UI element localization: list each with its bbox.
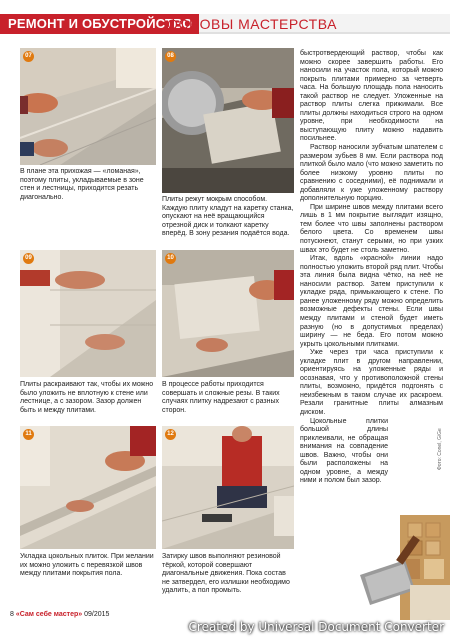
photo-12 [162,426,294,549]
article-paragraph: Итак, вдоль «красной» линии надо полностью уложить второй ряд плит. Чтобы эта линия была видна чётко, на неё не наносили раствор. Затем приступили к укладке ряда, примыкающего к стене. По ранее уложенному ряду можно определить возможные дефекты стены. Если швы между плитами и стеной будет иметь разную (но в допустимых пределах) ширину — не беда. Его потом можно укрыть цокольными плитками. [300,255,443,348]
photo-11-number: 11 [23,429,34,440]
magazine-name: «Сам себе мастер» [15,611,83,618]
article-paragraph: Раствор наносили зубчатым шпателем с размером зубьев 8 мм. Если раствора под плиткой было мало (что можно заметить по более низкому уровню плиты по сравнению с соседними), её поднимали и добавляли к уже уложенному раствору дополнительную порцию. [300,144,443,203]
converter-watermark: Created by Universal Document Converter [188,620,444,634]
article-paragraph: быстротвердеющий раствор, чтобы как можно скорее завершить работы. Его наносили на участок пола, который можно покрыть плитами примерно за четверть часа. На большую площадь пола наносить такой раствор не следует. Уложенные на раствор плиты слегка прижимали. Все плиты должны находиться строго на одном уровне, при необходимости на выступающую плиту можно надавить посильнее. [300,50,443,143]
photo-credit: Фото: Conel, GiGe [437,428,443,470]
article-column [300,50,443,486]
photo-09-number: 09 [23,253,34,264]
photo-10-image [162,250,294,377]
article-paragraph: При ширине швов между плитами всего лишь в 1 мм покрытие выглядит изящно, тем более что швы заполнены раствором белого цвета. Со временем швы потускнеют, станут серыми, но при узких швах это будет не столь заметно. [300,203,443,254]
issue-number: 09/2015 [84,611,110,618]
page-title: ОСНОВЫ МАСТЕРСТВА [167,16,337,32]
photo-08-caption: Плиты режут мокрым способом. Каждую плиту кладут на каретку станка, опускают на неё вращающийся отрезной диск и толкают каретку вперёд. В зону резания подаётся вода. [162,196,294,238]
photo-08-number: 08 [165,51,176,62]
photo-08 [162,48,294,193]
page-footer [10,611,109,618]
photo-10-number: 10 [165,253,176,264]
photo-09 [20,250,156,377]
photo-11-image [20,426,156,549]
photo-08-image [162,48,294,193]
photo-09-image [20,250,156,377]
page-header [0,0,450,42]
photo-10-caption: В процессе работы приходится совершать и сложные резы. В таких случаях плитку надрезают с разных сторон. [162,381,280,414]
photo-10 [162,250,294,377]
photo-07-caption: В плане эта прихожая — «ломаная», поэтому плиты, укладываемые в зоне стен и лестницы, приходится резать диагонально. [20,168,144,201]
photo-07 [20,48,156,165]
photo-11 [20,426,156,549]
photo-12-caption: Затирку швов выполняют резиновой тёркой, которой совершают диагональные движения. Пока состав не затвердел, его излишки необходимо удалить, а пол промыть. [162,553,290,595]
article-paragraph: Цокольные плитки большой длины приклеивали, не обращая внимания на совпадение швов. Важно, чтобы они были расположены на одном уровне, а между ними и полом был зазор. [300,417,388,485]
article-paragraph: Уже через три часа приступили к укладке плит в другом направлении, ориентируясь на уложенные ряды и осознавая, что у противоположной стены плиты, возможно, придётся подгонять с неизбежным в таком случае их раскроем. Резали гранитные плиты алмазным диском. [300,349,443,416]
trowel-tiles-image [360,515,450,620]
photo-07-image [20,48,156,165]
photo-12-image [162,426,294,549]
page-number: 8 [10,611,14,618]
photo-07-number: 07 [23,51,34,62]
photo-11-caption: Укладка цокольных плиток. При желании их можно уложить с перевязкой швов между плитами покрытия пола. [20,553,154,578]
photo-12-number: 12 [165,429,176,440]
section-title: РЕМОНТ И ОБУСТРОЙСТВО [0,14,199,34]
photo-09-caption: Плиты раскраивают так, чтобы их можно было уложить не вплотную к стене или лестнице, а с зазором. Зазор должен быть и между плитами. [20,381,154,414]
trowel-tiles-photo [360,515,450,620]
